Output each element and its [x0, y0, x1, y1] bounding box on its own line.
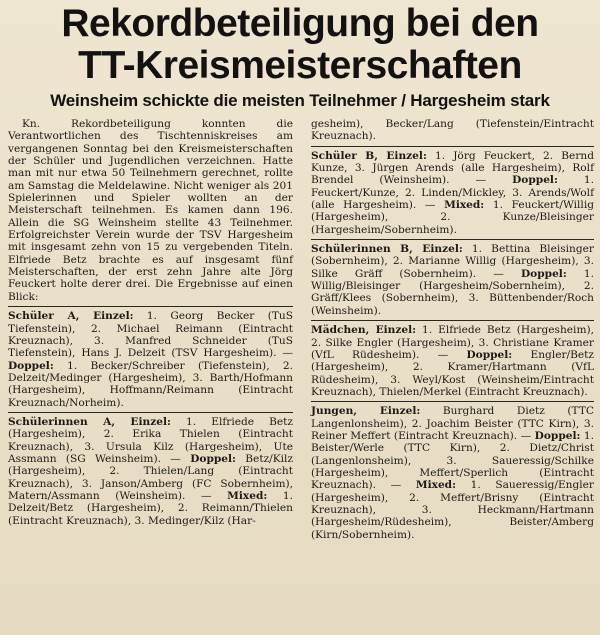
result-text: 1. Becker/Schreiber (Tiefenstein), 2. Delzeit/Medinger (Hargesheim), 3. Barth/Hofmann (Hargesheim), Hoffmann/Reimann (Eintracht Kreuznach/Norheim). [8, 359, 293, 409]
article-column-right [311, 118, 594, 541]
category-label: Doppel: [512, 174, 558, 187]
column-rule [8, 306, 293, 307]
category-label: Doppel: [466, 348, 513, 361]
result-text: Engler/Betz (Hargesheim), 2. Kramer/Hartmann (VfL Rüdesheim), 3. Weyl/Kost (Weinsheim/Eintracht Kreuznach), Thielen/Merkel (Eintracht Kreuznach). [311, 348, 595, 398]
result-text: gesheim), Becker/Lang (Tiefenstein/Eintracht Kreuznach). [311, 118, 594, 143]
result-text: 1. Willig/Bleisinger (Hargesheim/Sobernheim), 2. Gräff/Klees (Sobernheim), 3. Büttenbender/Roch (Weinsheim). [311, 267, 594, 317]
intro-paragraph: Kn. Rekordbeteiligung konnten die Verantwortlichen des Tischtenniskreises am vergangenen Sonntag bei den Kreismeisterschaften der Schüler und Jugendlichen verzeichnen. Hatte man mit nur etwa 50 Teilnehmern gerechnet, rollte am Samstag die Meldelawine. Nicht weniger als 201 Spielerinnen und Spieler wollten an der Meisterschaft teilnehmen. Es kamen dann 196. Allein die SG Weinsheim stellte 43 Teilnehmer. Erfolgreichster Verein wurde der TSV Hargesheim mit insgesamt zehn von 15 zu vergebenden Titeln. Elfriede Betz brachte es auf insgesamt fünf Meisterschaften, der erst zehn Jahre alte Jörg Feuckert holte derer drei. Die Ergebnisse auf einen Blick: [8, 118, 293, 303]
result-text: 1. Feuckert/Willig (Hargesheim), 2. Kunze/Bleisinger (Hargesheim/Sobernheim). [311, 199, 594, 236]
subheadline: Weinsheim schickte die meisten Teilnehmer / Hargesheim stark [50, 91, 550, 110]
category-label: Mädchen, Einzel: [311, 324, 417, 337]
result-entry-maedchen [311, 324, 594, 398]
column-rule [311, 146, 594, 147]
article-column-left [8, 118, 293, 527]
result-entry-schuelerinnen-a [8, 416, 293, 527]
result-entry-continuation [311, 118, 594, 143]
result-text: 1. Delzeit/Betz (Hargesheim), 2. Reimann/Thielen (Eintracht Kreuznach), 3. Medinger/Kilz (Har- [8, 489, 293, 527]
column-rule [8, 412, 293, 413]
result-entry-schuelerinnen-b [311, 243, 594, 317]
result-text: 1. Beister/Werle (TTC Kirn), 2. Dietz/Christ (Langenlonsheim), 3. Saueressig/Schilke (Hargesheim), Meffert/Sperlich (Eintracht Kreuznach). — [311, 429, 594, 492]
result-text: 1. Feuckert/Kunze, 2. Linden/Mickley, 3. Arends/Wolf (alle Hargesheim). — [311, 174, 594, 212]
result-entry-schueler-b [311, 150, 594, 236]
result-text: 1. Bettina Bleisinger (Sobernheim), 2. Marianne Willig (Hargesheim), 3. Silke Gräff (Sobernheim). — [311, 243, 594, 280]
category-label: Schüler A, Einzel: [8, 310, 134, 323]
result-entry-schueler-a [8, 310, 293, 409]
result-text: 1. Jörg Feuckert, 2. Bernd Kunze, 3. Jürgen Arends (alle Hargesheim), Rolf Brendel (Weinsheim). — [311, 149, 594, 187]
result-text: Burghard Dietz (TTC Langenlonsheim), 2. Joachim Beister (TTC Kirn), 3. Reiner Meffert (Eintracht Kreuznach). — [311, 405, 594, 442]
result-text: 1. Georg Becker (TuS Tiefenstein), 2. Michael Reimann (Eintracht Kreuznach), 3. Manfred Schneider (TuS Tiefenstein), Hans J. Delzeit (TSV Hargesheim). — [8, 310, 293, 360]
headline-line-2: TT-Kreismeisterschaften [78, 44, 522, 87]
category-label: Jungen, Einzel: [311, 405, 421, 418]
category-label: Mixed: [444, 199, 485, 212]
column-rule [311, 320, 594, 321]
category-label: Mixed: [415, 479, 456, 492]
category-label: Doppel: [8, 359, 54, 372]
category-label: Doppel: [534, 429, 581, 442]
headline-line-1: Rekordbeteiligung bei den [61, 2, 539, 45]
category-label: Schülerinnen B, Einzel: [311, 243, 463, 256]
category-label: Schülerinnen A, Einzel: [8, 415, 171, 428]
category-label: Doppel: [521, 267, 567, 280]
category-label: Doppel: [190, 452, 236, 465]
column-rule [311, 239, 594, 240]
category-label: Mixed: [227, 489, 268, 502]
result-entry-jungen [311, 405, 594, 541]
result-text: Betz/Kilz (Hargesheim), 2. Thielen/Lang (Eintracht Kreuznach), 3. Janson/Amberg (FC Sobernheim), Matern/Assmann (Weinsheim). — [8, 452, 293, 502]
result-text: 1. Elfriede Betz (Hargesheim), 2. Erika Thielen (Eintracht Kreuznach), 3. Ursula Kilz (Hargesheim), Ute Assmann (SG Weinsheim). — [8, 415, 294, 465]
column-rule [311, 401, 594, 402]
result-text: 1. Elfriede Betz (Hargesheim), 2. Silke Engler (Hargesheim), 3. Christiane Kramer (VfL Rüdesheim). — [311, 324, 594, 361]
category-label: Schüler B, Einzel: [311, 149, 427, 162]
result-text: 1. Saueressig/Engler (Hargesheim), 2. Meffert/Brisny (Eintracht Kreuznach), 3. Heckmann/Hartmann (Hargesheim/Rüdesheim), Beister/Amberg (Kirn/Sobernheim). [311, 479, 594, 541]
